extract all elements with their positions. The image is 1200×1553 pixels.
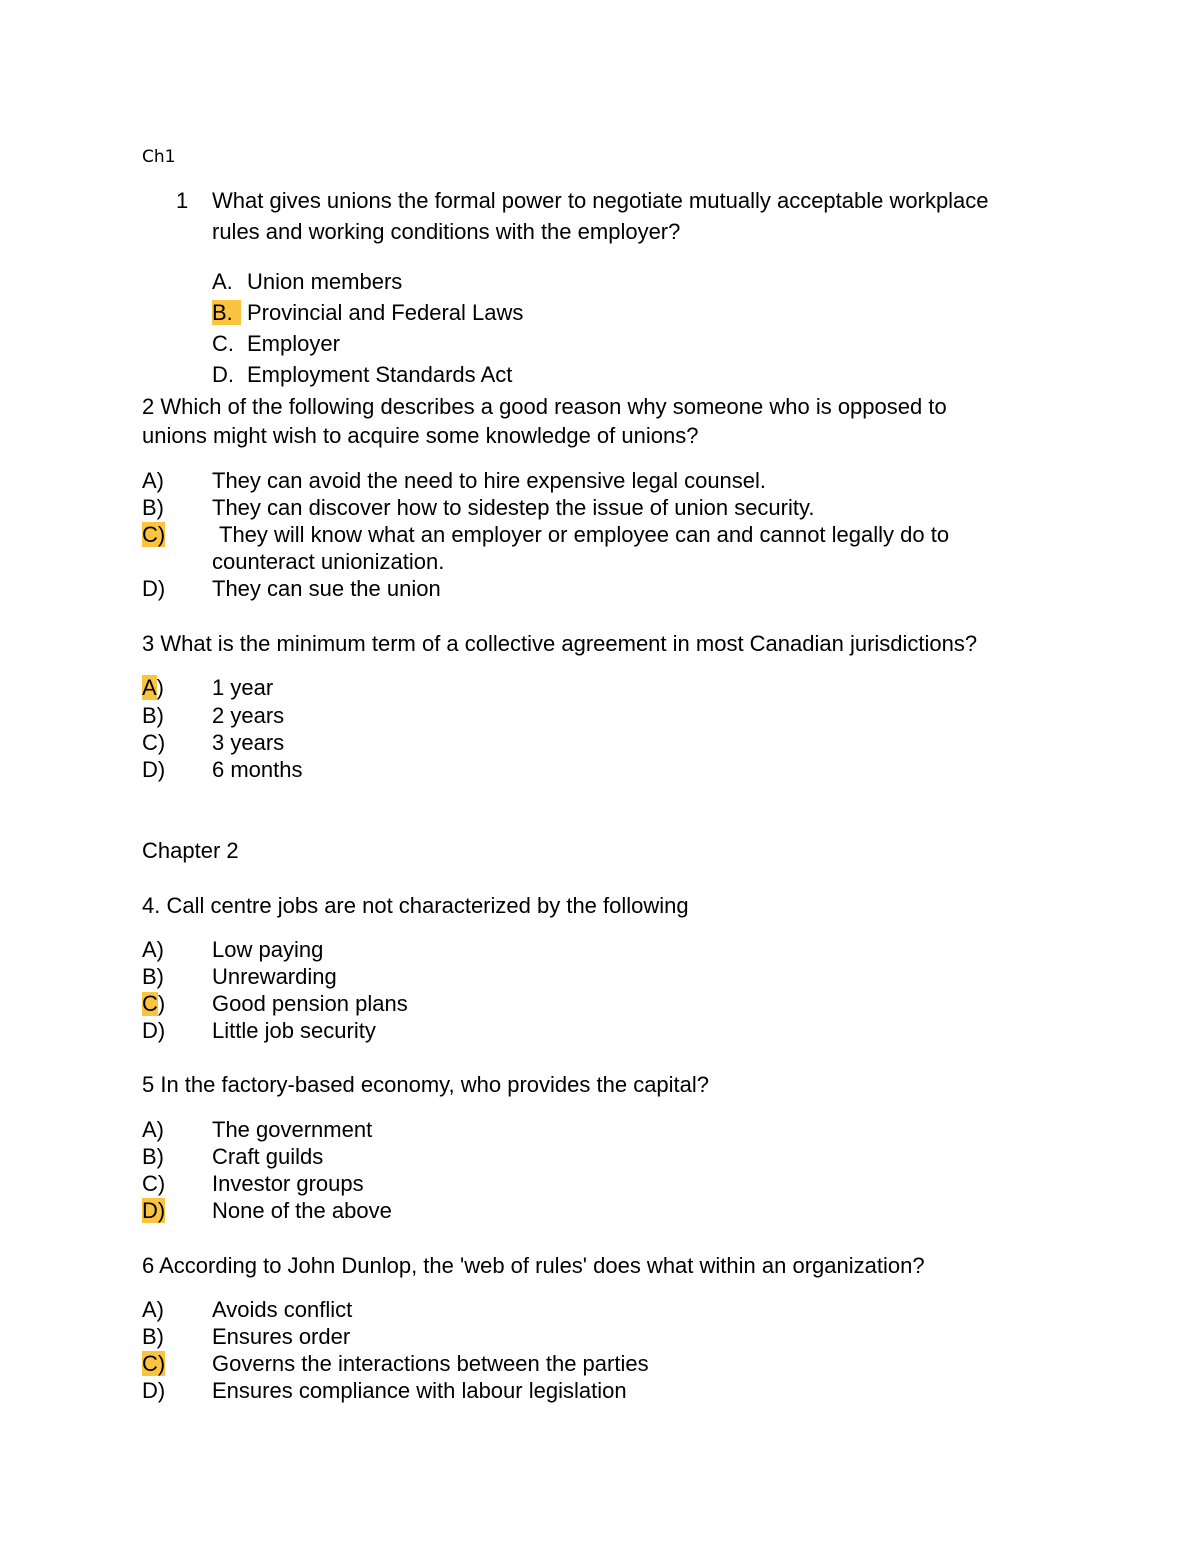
- q6-option-b-letter: B): [142, 1324, 164, 1349]
- q2-option-b-letter: B): [142, 495, 164, 520]
- q5-option-a-text: The government: [212, 1117, 373, 1142]
- q1-option-a-letter: A.: [212, 269, 233, 294]
- q5-option-a-letter: A): [142, 1117, 164, 1142]
- q2-option-a-letter: A): [142, 468, 164, 493]
- q5-option-d-text: None of the above: [212, 1198, 392, 1223]
- q6-option-a-text: Avoids conflict: [212, 1297, 353, 1322]
- q3-option-c-text: 3 years: [212, 730, 285, 755]
- q4-option-d-text: Little job security: [212, 1018, 376, 1043]
- q1-option-d-text: Employment Standards Act: [247, 362, 513, 387]
- q3-option-d-text: 6 months: [212, 757, 303, 782]
- chapter-2-label: Chapter 2: [142, 838, 239, 863]
- q4-option-c-text: Good pension plans: [212, 991, 408, 1016]
- question-6-text: 6 According to John Dunlop, the 'web of rules' does what within an organization?: [142, 1253, 925, 1278]
- question-2-text-line-1: 2 Which of the following describes a good reason why someone who is opposed to: [142, 394, 947, 419]
- q3-option-b-letter: B): [142, 703, 164, 728]
- q2-option-d-text: They can sue the union: [212, 576, 441, 601]
- question-1-number: 1: [176, 188, 189, 213]
- q1-option-b-letter: B.: [212, 300, 241, 325]
- question-5-text: 5 In the factory-based economy, who provides the capital?: [142, 1072, 710, 1097]
- q2-option-b-text: They can discover how to sidestep the issue of union security.: [212, 495, 815, 520]
- q6-option-c-letter: C): [142, 1351, 166, 1376]
- q5-option-c-letter: C): [142, 1171, 166, 1196]
- q2-option-d-letter: D): [142, 576, 166, 601]
- q4-option-a-text: Low paying: [212, 937, 324, 962]
- q5-option-b-letter: B): [142, 1144, 164, 1169]
- chapter-1-label: Ch1: [142, 147, 176, 167]
- q5-option-b-text: Craft guilds: [212, 1144, 324, 1169]
- q1-option-c-letter: C.: [212, 331, 234, 356]
- q3-option-a-text: 1 year: [212, 675, 274, 700]
- q4-option-b-text: Unrewarding: [212, 964, 337, 989]
- question-1-text-line-1: What gives unions the formal power to negotiate mutually acceptable workplace: [212, 188, 989, 213]
- q6-option-d-letter: D): [142, 1378, 166, 1403]
- q6-option-b-text: Ensures order: [212, 1324, 351, 1349]
- q3-option-b-text: 2 years: [212, 703, 285, 728]
- q6-option-a-letter: A): [142, 1297, 164, 1322]
- q2-option-c-letter: C): [142, 522, 166, 547]
- q3-option-d-letter: D): [142, 757, 166, 782]
- q6-option-d-text: Ensures compliance with labour legislation: [212, 1378, 627, 1403]
- question-2-text-line-2: unions might wish to acquire some knowledge of unions?: [142, 423, 699, 448]
- q1-option-a-text: Union members: [247, 269, 403, 294]
- q5-option-d-letter: D): [142, 1198, 166, 1223]
- q1-option-c-text: Employer: [247, 331, 340, 356]
- q5-option-c-text: Investor groups: [212, 1171, 364, 1196]
- q2-option-a-text: They can avoid the need to hire expensive legal counsel.: [212, 468, 767, 493]
- q3-option-c-letter: C): [142, 730, 166, 755]
- q2-option-c-text-continued: counteract unionization.: [212, 549, 445, 574]
- question-1-text-line-2: rules and working conditions with the employer?: [212, 219, 681, 244]
- q4-option-a-letter: A): [142, 937, 164, 962]
- question-4-text: 4. Call centre jobs are not characterized by the following: [142, 893, 689, 918]
- q1-option-b-text: Provincial and Federal Laws: [247, 300, 524, 325]
- q4-option-d-letter: D): [142, 1018, 166, 1043]
- q1-option-d-letter: D.: [212, 362, 234, 387]
- q6-option-c-text: Governs the interactions between the parties: [212, 1351, 649, 1376]
- q4-option-c-letter: C): [142, 991, 166, 1016]
- q3-option-a-letter: A): [142, 675, 164, 700]
- q4-option-b-letter: B): [142, 964, 164, 989]
- question-3-text: 3 What is the minimum term of a collective agreement in most Canadian jurisdictions?: [142, 631, 978, 656]
- q2-option-c-text: They will know what an employer or employee can and cannot legally do to: [219, 522, 950, 547]
